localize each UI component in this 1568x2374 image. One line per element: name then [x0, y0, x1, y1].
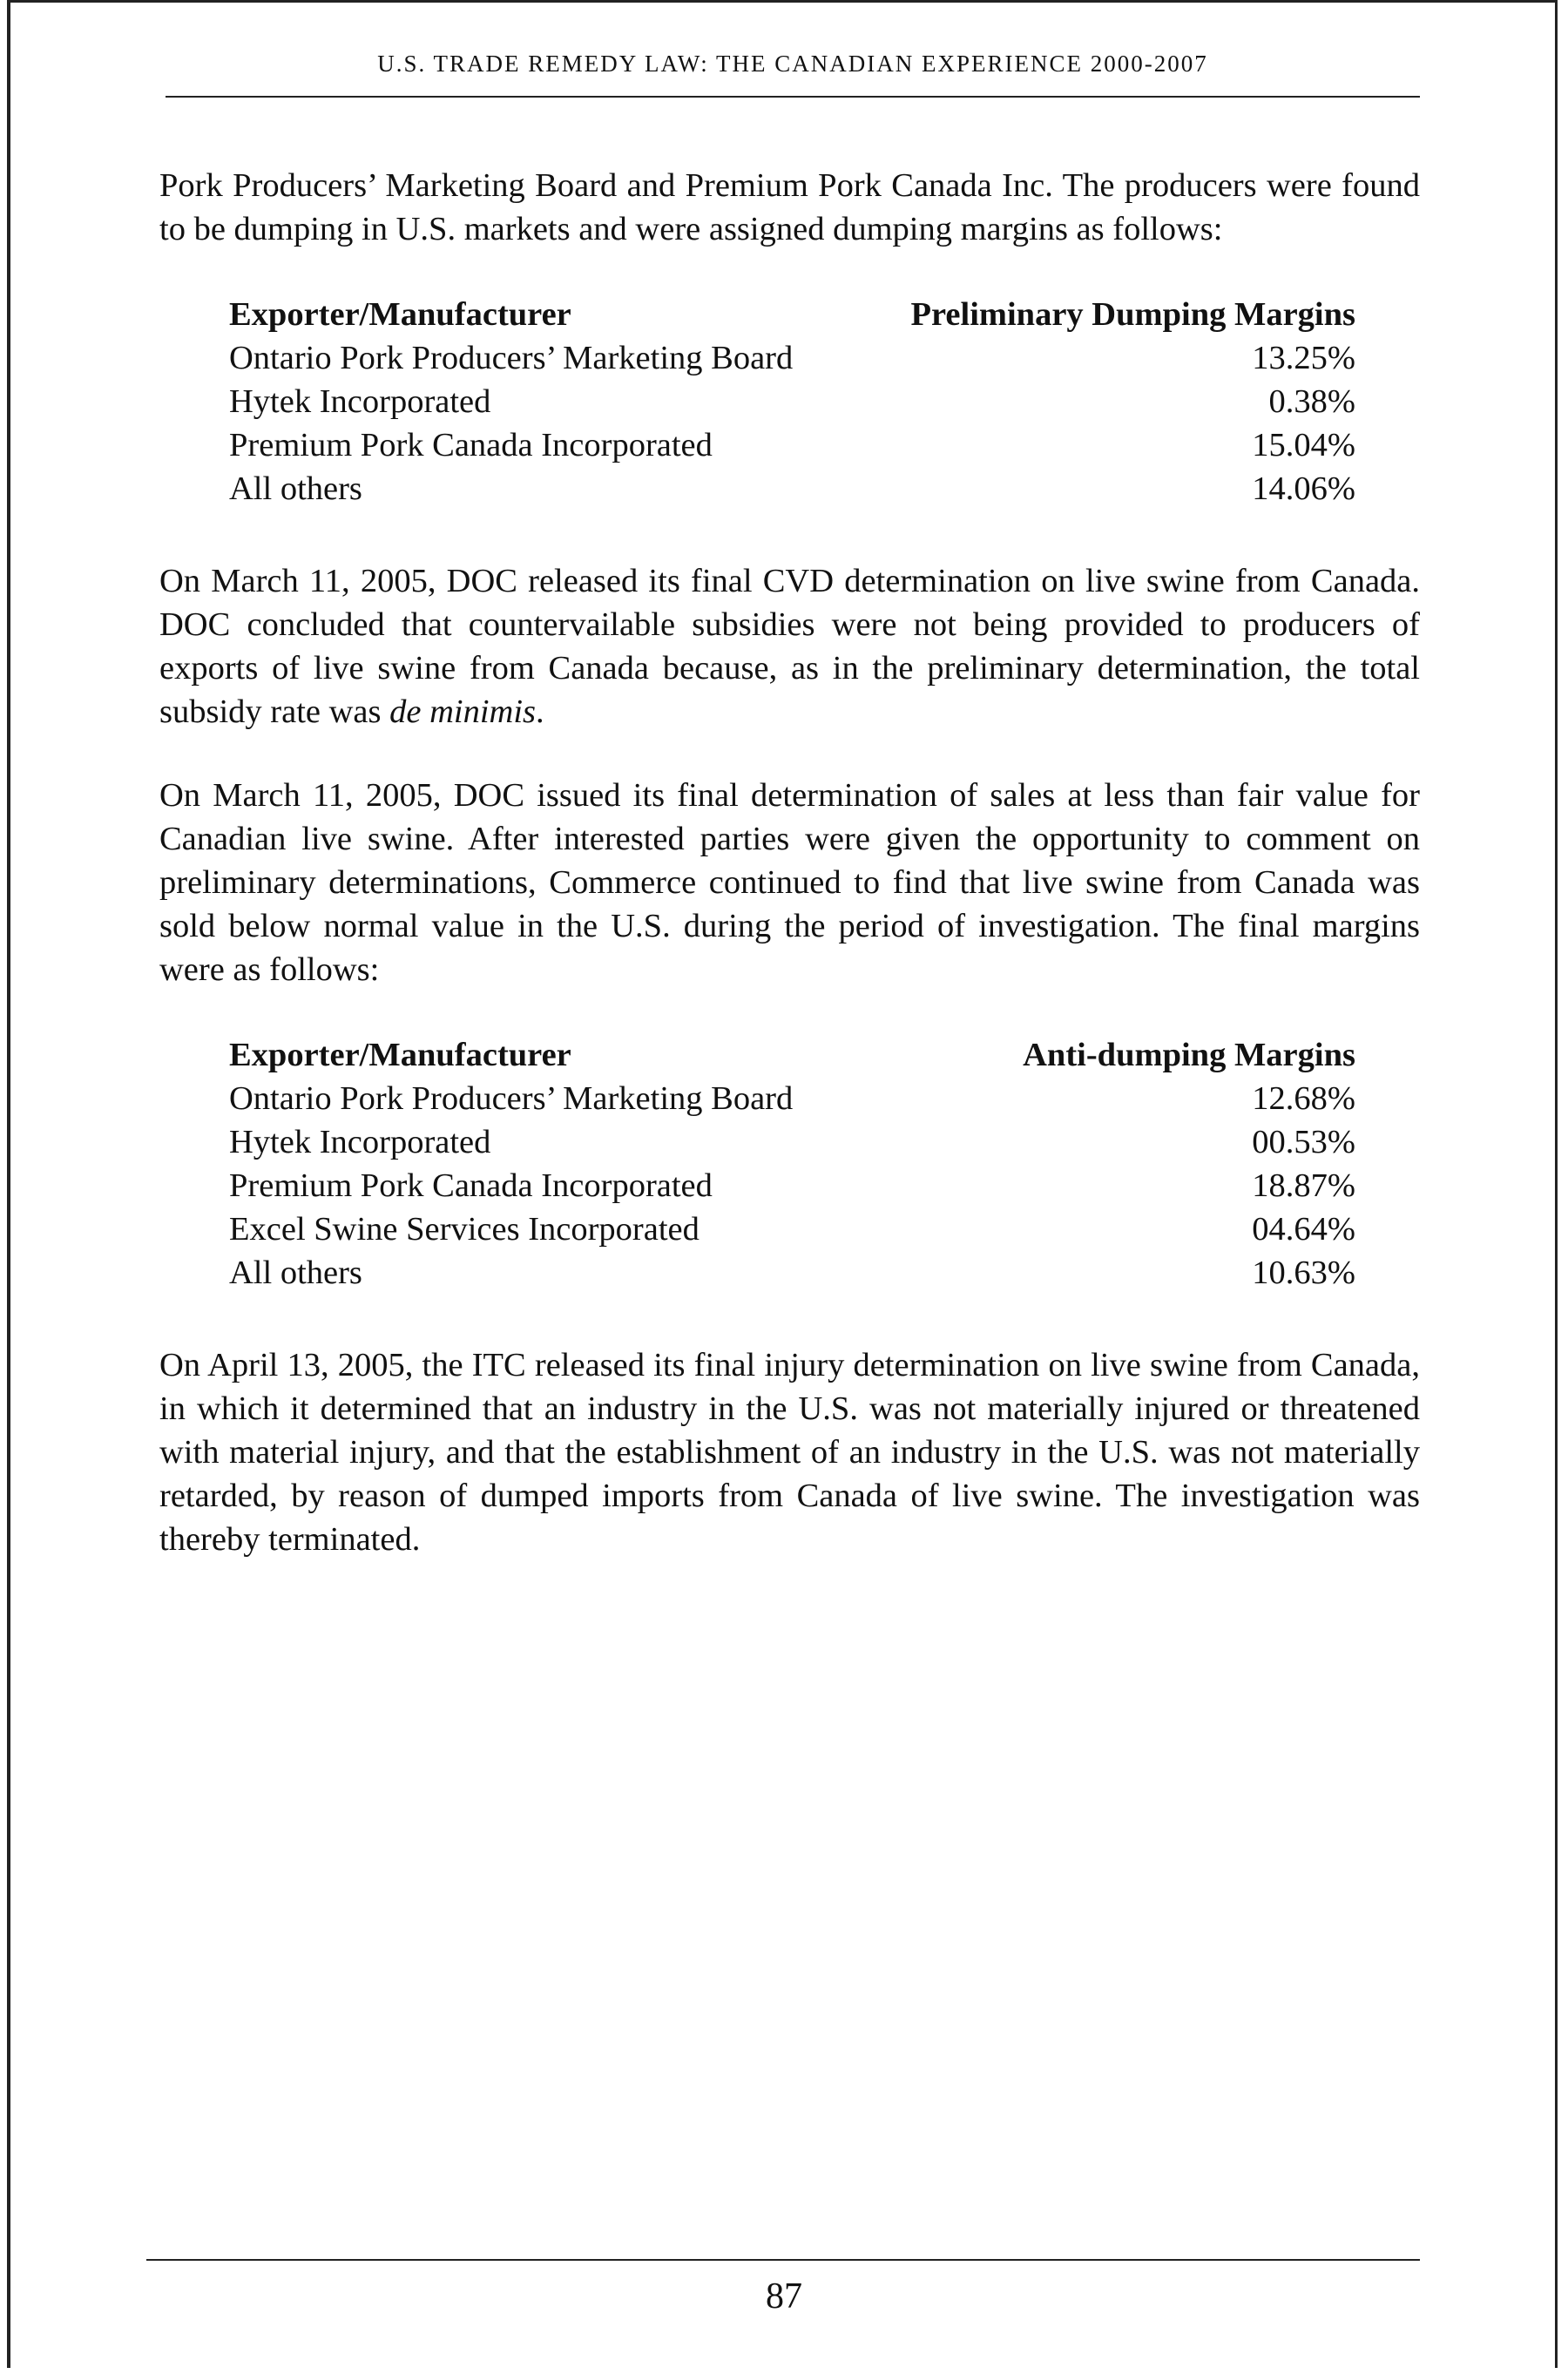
footer-rule — [146, 2259, 1420, 2261]
company-name: All others — [229, 470, 362, 507]
company-name: Ontario Pork Producers’ Marketing Board — [229, 1080, 794, 1117]
margin-rate: 12.68% — [1252, 1080, 1355, 1117]
column-header-preliminary-margins: Preliminary Dumping Margins — [910, 296, 1355, 333]
cvd-determination-paragraph — [159, 559, 1420, 734]
table-row — [229, 467, 1355, 511]
preliminary-margins-table — [229, 293, 1355, 511]
page-content — [159, 164, 1420, 1561]
company-name: Premium Pork Canada Incorporated — [229, 1167, 713, 1204]
margin-rate: 15.04% — [1252, 427, 1355, 463]
table-row — [229, 336, 1355, 380]
company-name: All others — [229, 1255, 362, 1291]
margin-rate: 18.87% — [1252, 1167, 1355, 1204]
table-header-row — [229, 1033, 1355, 1077]
running-header: U.S. TRADE REMEDY LAW: THE CANADIAN EXPERIENCE 2000-2007 — [377, 51, 1208, 77]
table-row — [229, 1251, 1355, 1295]
final-ltfv-paragraph: On March 11, 2005, DOC issued its final determination of sales at less than fair value for Canadian live swine. After interested parties were given the opportunity to comment on preliminary determinations, Commerce continued to find that live swine from Canada was sold below normal value in the U.S. during the period of investigation. The final margins were as follows: — [159, 777, 1420, 988]
company-name: Hytek Incorporated — [229, 1124, 491, 1160]
itc-determination-paragraph: On April 13, 2005, the ITC released its final injury determination on live swine from Canada, in which it determined that an industry in the U.S. was not materially injured or threatened with material injury, and that the establishment of an industry in the U.S. was not materially retarded, by reason of dumped imports from Canada of live swine. The investigation was thereby terminated. — [159, 1347, 1420, 1558]
cvd-text: On March 11, 2005, DOC released its final CVD determination on live swine from Canada. DOC concluded that countervailable subsidies were not being provided to producers of exports of live swine from Canada because, as in the preliminary determination, the total subsidy rate was — [159, 563, 1420, 730]
table-row — [229, 1207, 1355, 1251]
margin-rate: 0.38% — [1268, 383, 1355, 420]
margin-rate: 04.64% — [1252, 1211, 1355, 1248]
column-header-exporter: Exporter/Manufacturer — [229, 296, 571, 333]
company-name: Hytek Incorporated — [229, 383, 491, 420]
company-name: Excel Swine Services Incorporated — [229, 1211, 700, 1248]
table-row — [229, 1077, 1355, 1120]
cvd-text-end: . — [536, 693, 544, 730]
table-row — [229, 380, 1355, 423]
column-header-exporter: Exporter/Manufacturer — [229, 1037, 571, 1073]
margin-rate: 14.06% — [1252, 470, 1355, 507]
intro-paragraph: Pork Producers’ Marketing Board and Premium Pork Canada Inc. The producers were found to be dumping in U.S. markets and were assigned dumping margins as follows: — [159, 167, 1420, 247]
margin-rate: 10.63% — [1252, 1255, 1355, 1291]
company-name: Premium Pork Canada Incorporated — [229, 427, 713, 463]
table-header-row — [229, 293, 1355, 336]
table-row — [229, 1164, 1355, 1207]
final-margins-table — [229, 1033, 1355, 1295]
page-number: 87 — [766, 2276, 802, 2317]
de-minimis-term: de minimis — [389, 693, 537, 730]
company-name: Ontario Pork Producers’ Marketing Board — [229, 340, 794, 376]
table-row — [229, 1120, 1355, 1164]
table-row — [229, 423, 1355, 467]
margin-rate: 13.25% — [1252, 340, 1355, 376]
column-header-antidumping-margins: Anti-dumping Margins — [1023, 1037, 1355, 1073]
margin-rate: 00.53% — [1252, 1124, 1355, 1160]
header-rule — [166, 96, 1420, 98]
